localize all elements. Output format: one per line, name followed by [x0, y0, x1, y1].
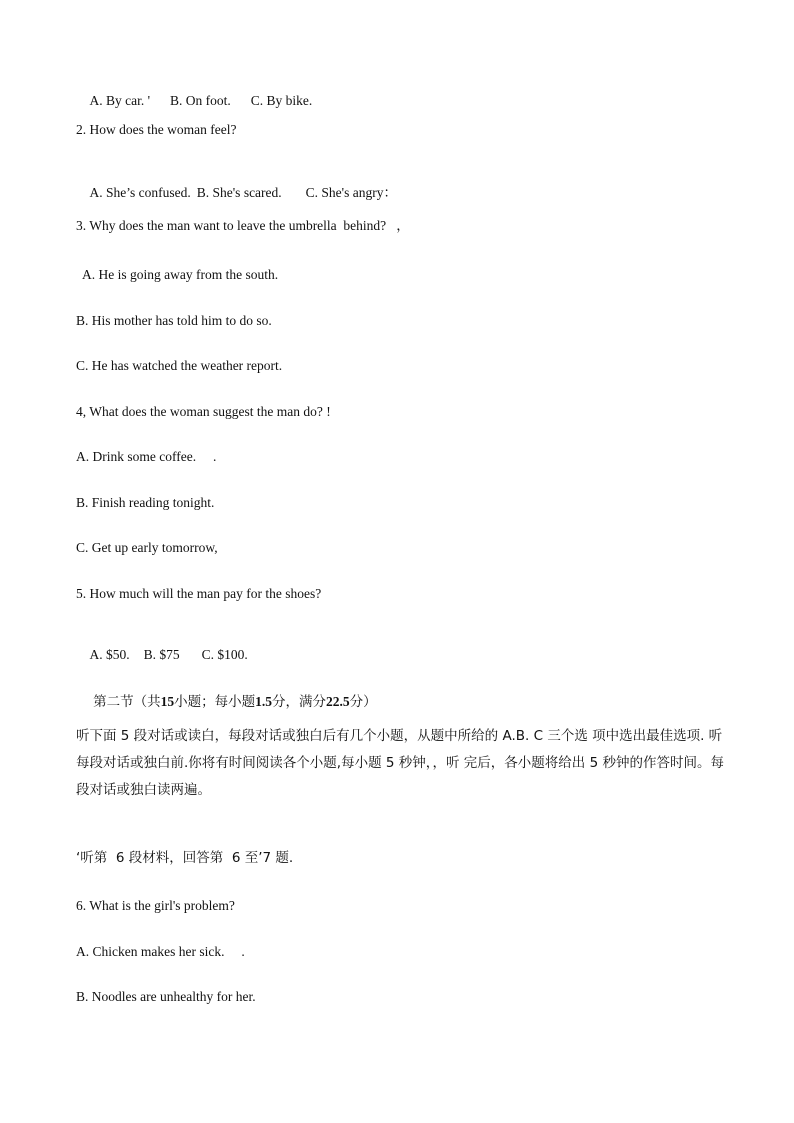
q3-option-a: A. He is going away from the south. — [82, 267, 279, 282]
q5-options — [76, 631, 248, 679]
q1-option-c: C. By bike. — [250, 93, 313, 108]
q2-option-c: C. She's angry： — [305, 185, 397, 200]
section-heading-part: 第二节（共 — [93, 694, 161, 710]
section-heading-points-total: 22.5 — [326, 694, 350, 709]
q4-option-c: C. Get up early tomorrow, — [76, 540, 218, 555]
q2-option-b: B. She's scared. — [196, 185, 282, 200]
section-heading-points-each: 1.5 — [255, 694, 273, 709]
q4-option-a: A. Drink some coffee. . — [76, 449, 217, 464]
q5-question: 5. How much will the man pay for the shoes? — [76, 586, 322, 601]
q3-option-b: B. His mother has told him to do so. — [76, 313, 272, 328]
q6-question: 6. What is the girl's problem? — [76, 898, 235, 913]
q2-options — [76, 169, 397, 217]
section-heading — [76, 678, 377, 726]
q5-option-b: B. $75 — [143, 647, 180, 662]
q3-option-c: C. He has watched the weather report. — [76, 358, 283, 373]
q2-option-a: A. She’s confused. — [89, 185, 191, 200]
q3-question: 3. Why does the man want to leave the umbrella behind? ， — [76, 218, 410, 233]
q4-option-b: B. Finish reading tonight. — [76, 495, 215, 510]
q1-option-b: B. On foot. — [170, 93, 231, 108]
q1-options — [76, 77, 312, 125]
section-instructions: 听下面 5 段对话或读白，每段对话或独白后有几个小题，从题中所给的 A.B. C 三个选 项中选出最佳选项. 听每段对话或独白前.你将有时间阅读各个小题,每小题 5 秒钟，，听 完后，各小题将给出 5 秒钟的作答时间。每段对话或独白读两遍。 — [76, 728, 724, 798]
q1-option-a: A. By car. ' — [89, 93, 151, 108]
material-note: ‘听第 6 段材料，回答第 6 至’7 题. — [76, 850, 294, 866]
q5-option-a: A. $50. — [89, 647, 130, 662]
q6-option-a: A. Chicken makes her sick. . — [76, 944, 245, 959]
q4-question: 4, What does the woman suggest the man do? ! — [76, 404, 331, 419]
section-heading-part: 分） — [349, 694, 377, 710]
q6-option-b: B. Noodles are unhealthy for her. — [76, 989, 256, 1004]
section-heading-part: 小题；每小题 — [174, 694, 256, 710]
section-heading-count: 15 — [160, 694, 175, 709]
q2-question: 2. How does the woman feel? — [76, 122, 237, 137]
section-heading-part: 分，满分 — [272, 694, 327, 710]
q5-option-c: C. $100. — [201, 647, 248, 662]
